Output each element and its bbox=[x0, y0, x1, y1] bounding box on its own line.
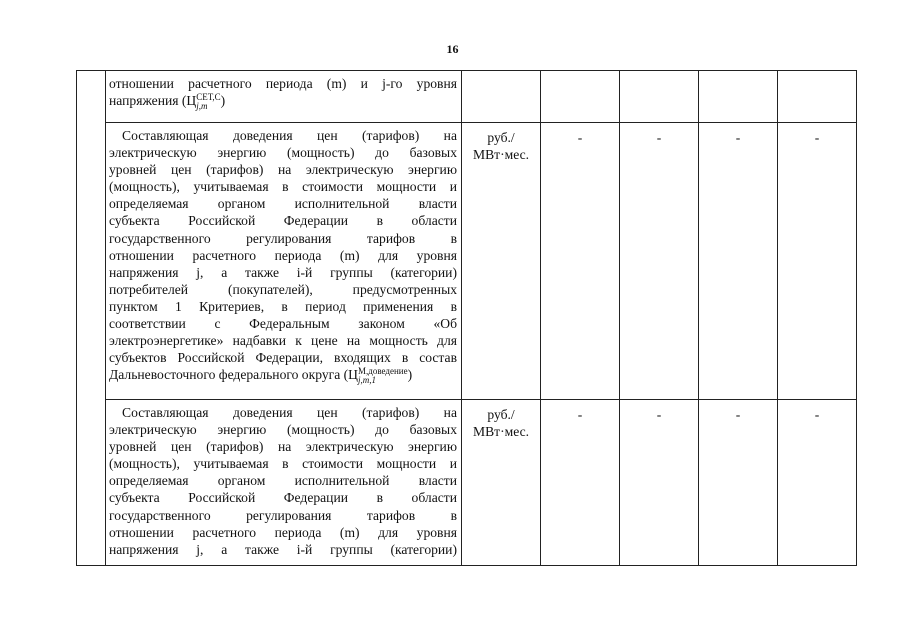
description-line: государственного регулирования тарифов в bbox=[109, 230, 457, 246]
table-row bbox=[77, 71, 857, 123]
formula-subscript: j,m,1 bbox=[357, 375, 376, 386]
formula-text: напряжения (Ц bbox=[109, 93, 197, 109]
unit-line: МВт·мес. bbox=[472, 147, 530, 163]
value-cell: - bbox=[541, 400, 620, 566]
description-line: уровней цен (тарифов) на электрическую энергию bbox=[109, 439, 457, 455]
formula-index bbox=[358, 367, 408, 385]
tariff-table bbox=[76, 70, 857, 566]
description-line: отношении расчетного периода (m) для уровня bbox=[109, 247, 457, 263]
formula-superscript: СЕТ,С bbox=[196, 92, 221, 103]
description-line: уровней цен (тарифов) на электрическую энергию bbox=[109, 162, 457, 178]
table-row bbox=[77, 400, 857, 566]
description-cell bbox=[106, 71, 462, 123]
formula-subscript: j,m bbox=[196, 101, 208, 112]
value-cell: - bbox=[778, 123, 857, 400]
description-line: субъекта Российской Федерации в области bbox=[109, 213, 457, 229]
formula-index bbox=[196, 93, 220, 111]
description-line: Составляющая доведения цен (тарифов) на bbox=[122, 405, 457, 420]
value-cell: - bbox=[778, 400, 857, 566]
description-cell bbox=[106, 400, 462, 566]
value-cell bbox=[699, 71, 778, 123]
description-line: электрическую энергию (мощность) до базовых bbox=[109, 422, 457, 438]
description-line: определяемая органом исполнительной власти bbox=[109, 196, 457, 212]
formula-suffix: ) bbox=[220, 93, 226, 109]
description-line: Составляющая доведения цен (тарифов) на bbox=[122, 128, 457, 143]
value-cell bbox=[620, 71, 699, 123]
unit-line: руб./ bbox=[487, 130, 515, 145]
formula-superscript: М,доведение bbox=[357, 366, 408, 377]
unit-cell bbox=[462, 71, 541, 123]
value-cell: - bbox=[541, 123, 620, 400]
description-line: электрическую энергию (мощность) до базовых bbox=[109, 145, 457, 161]
description-line: потребителей (покупателей), предусмотренных bbox=[109, 281, 457, 297]
description-line: (мощность), учитываемая в стоимости мощности и bbox=[109, 179, 457, 195]
row-number-cell bbox=[77, 71, 106, 566]
unit-cell bbox=[462, 400, 541, 566]
description-cell bbox=[106, 123, 462, 400]
description-line: субъекта Российской Федерации в области bbox=[109, 490, 457, 506]
unit-cell bbox=[462, 123, 541, 400]
table-row bbox=[77, 123, 857, 400]
unit-line: МВт·мес. bbox=[472, 424, 530, 440]
value-cell bbox=[541, 71, 620, 123]
description-line: пунктом 1 Критериев, в период применения в bbox=[109, 298, 457, 314]
description-line: государственного регулирования тарифов в bbox=[109, 507, 457, 523]
description-line: электроэнергетике» надбавки к цене на мощность для bbox=[109, 333, 457, 349]
formula-suffix: ) bbox=[407, 367, 413, 383]
description-line: субъектов Российской Федерации, входящих в состав bbox=[109, 350, 457, 366]
value-cell bbox=[778, 71, 857, 123]
value-cell: - bbox=[620, 400, 699, 566]
value-cell: - bbox=[620, 123, 699, 400]
description-line: напряжения j, а также i-й группы (категории) bbox=[109, 541, 457, 557]
description-line: напряжения j, а также i-й группы (категории) bbox=[109, 264, 457, 280]
description-line: отношении расчетного периода (m) и j-го уровня bbox=[109, 76, 457, 91]
value-cell: - bbox=[699, 400, 778, 566]
description-line: отношении расчетного периода (m) для уровня bbox=[109, 524, 457, 540]
description-line: (мощность), учитываемая в стоимости мощности и bbox=[109, 456, 457, 472]
page-number: 16 bbox=[446, 42, 459, 56]
description-line: соответствии с Федеральным законом «Об bbox=[109, 316, 457, 332]
formula-line bbox=[109, 366, 457, 385]
description-line: определяемая органом исполнительной власти bbox=[109, 473, 457, 489]
formula-text: Дальневосточного федерального округа (Ц bbox=[109, 367, 358, 383]
unit-line: руб./ bbox=[487, 407, 515, 422]
formula-line bbox=[109, 92, 457, 111]
value-cell: - bbox=[699, 123, 778, 400]
